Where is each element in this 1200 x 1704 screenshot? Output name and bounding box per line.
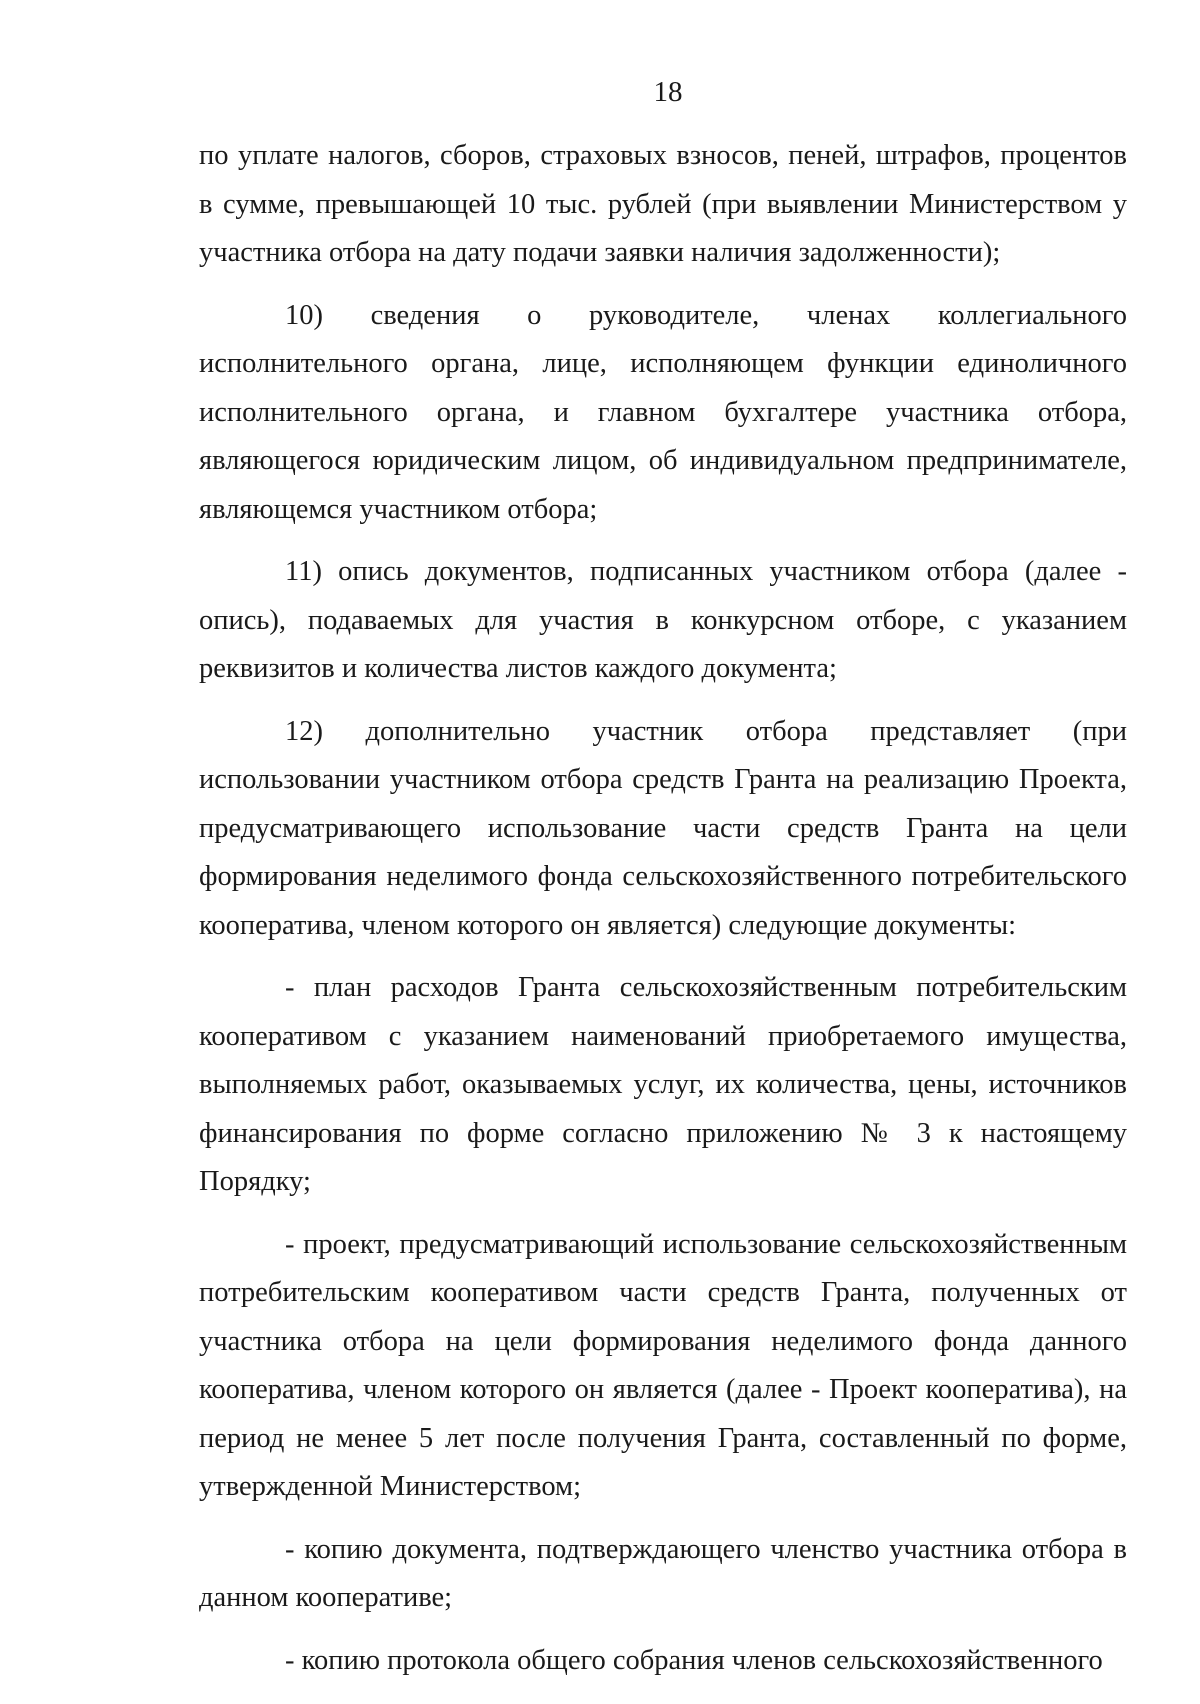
page-number: 18 [653,76,683,108]
paragraph-debt-continuation: по уплате налогов, сборов, страховых взносов, пеней, штрафов, процентов в сумме, превышающей 10 тыс. рублей (при выявлении Министерством у участника отбора на дату подачи заявки наличия задолженности); [199,140,1127,268]
list-item-meeting-protocol: - копию протокола общего собрания членов сельскохозяйственного [285,1644,1103,1676]
list-item-membership-document: - копию документа, подтверждающего членство участника отбора в данном кооперативе; [199,1533,1127,1613]
paragraph-item-12: 12) дополнительно участник отбора представляет (при использовании участником отбора средств Гранта на реализацию Проекта, предусматривающего использование части средств Гранта на цели формирования неделимого фонда сельскохозяйственного потребительского кооператива, членом которого он является) следующие документы: [199,715,1127,941]
list-item-cooperative-project: - проект, предусматривающий использование сельскохозяйственным потребительским кооперативом части средств Гранта, полученных от участника отбора на цели формирования неделимого фонда данного кооператива, членом которого он является (далее - Проект кооператива), на период не менее 5 лет после получения Гранта, составленный по форме, утвержденной Министерством; [199,1228,1127,1502]
paragraph-item-10: 10) сведения о руководителе, членах коллегиального исполнительного органа, лице, исполняющем функции единоличного исполнительного органа, и главном бухгалтере участника отбора, являющегося юридическим лицом, об индивидуальном предпринимателе, являющемся участником отбора; [199,299,1127,525]
list-item-expense-plan: - план расходов Гранта сельскохозяйственным потребительским кооперативом с указанием наименований приобретаемого имущества, выполняемых работ, оказываемых услуг, их количества, цены, источников финансирования по форме согласно приложению № 3 к настоящему Порядку; [199,972,1127,1197]
paragraph-item-11: 11) опись документов, подписанных участником отбора (далее - опись), подаваемых для участия в конкурсном отборе, с указанием реквизитов и количества листов каждого документа; [199,556,1127,684]
document-body [199,132,1127,1685]
